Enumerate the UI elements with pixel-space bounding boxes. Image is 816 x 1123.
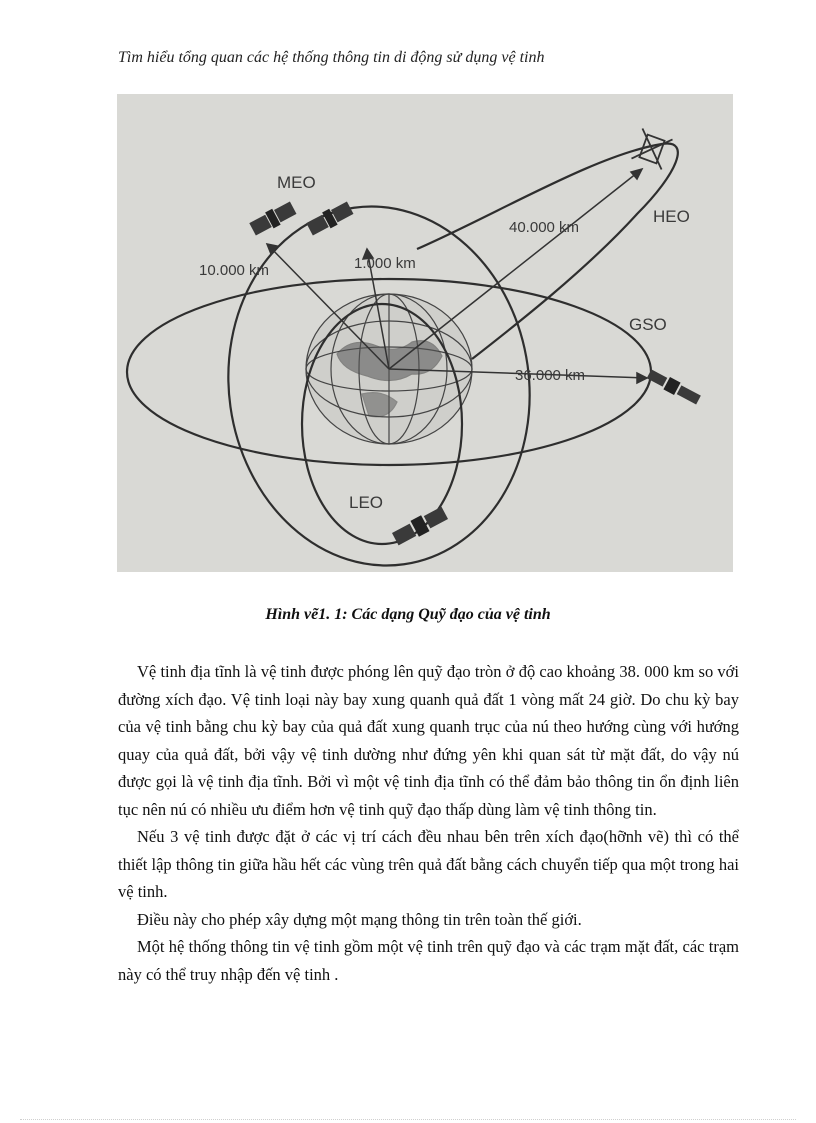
gso-satellite-icon xyxy=(646,368,702,407)
orbit-figure xyxy=(117,94,733,572)
orbit-diagram xyxy=(117,94,733,572)
paragraph: Điều này cho phép xây dựng một mạng thông tin trên toàn thế giới. xyxy=(137,909,582,929)
label-40000-km: 40.000 km xyxy=(509,219,580,236)
leo-satellite-icon xyxy=(391,505,449,547)
paragraph: Vệ tinh địa tĩnh là vệ tinh được phóng lên quỹ đạo tròn ở độ cao khoảng 38. 000 km so với đường xích đạo. Vệ tinh loại này bay xung quanh quả đất 1 vòng mất 24 giờ. Do chu kỳ bay của vệ tinh bằng chu kỳ bay của quả đất xung quanh trục của nú theo hướng cùng với hướng quay của quả đất, bởi vậy vệ tinh dường như đứng yên khi quan sát từ mặt đất, do vậy nú được gọi là vệ tinh địa tĩnh. Bởi vì một vệ tinh địa tĩnh có thể đảm bảo thông tin ổn định liên tục nên nú có nhiều ưu điểm hơn vệ tinh quỹ đạo thấp dùng làm vệ tinh thông tin. xyxy=(118,662,739,819)
page-header-title: Tìm hiểu tổng quan các hệ thống thông tin di động sử dụng vệ tinh xyxy=(118,49,545,66)
label-gso: GSO xyxy=(629,315,667,334)
figure-caption: Hình vẽ1. 1: Các dạng Quỹ đạo của vệ tinh xyxy=(265,606,551,623)
paragraph: Nếu 3 vệ tinh được đặt ở các vị trí cách đều nhau bên trên xích đạo(hỡnh vẽ) thì có thể thiết lập thông tin giữa hầu hết các vùng trên quả đất bằng cách chuyển tiếp qua một trong hai vệ tinh. xyxy=(118,827,739,901)
label-leo: LEO xyxy=(349,493,384,512)
label-10000-km: 10.000 km xyxy=(199,262,270,279)
label-heo: HEO xyxy=(653,207,690,226)
label-meo: MEO xyxy=(277,173,316,192)
meo-satellite-icon xyxy=(248,200,297,237)
meo-satellite-2-icon xyxy=(305,200,354,237)
footer-divider xyxy=(20,1119,796,1120)
label-36000-km: 36.000 km xyxy=(515,367,586,384)
paragraph: Một hệ thống thông tin vệ tinh gồm một vệ tinh trên quỹ đạo và các trạm mặt đất, các trạm này có thể truy nhập đến vệ tinh . xyxy=(118,937,739,984)
label-1000-km: 1.000 km xyxy=(354,255,416,272)
body-text xyxy=(118,658,739,988)
